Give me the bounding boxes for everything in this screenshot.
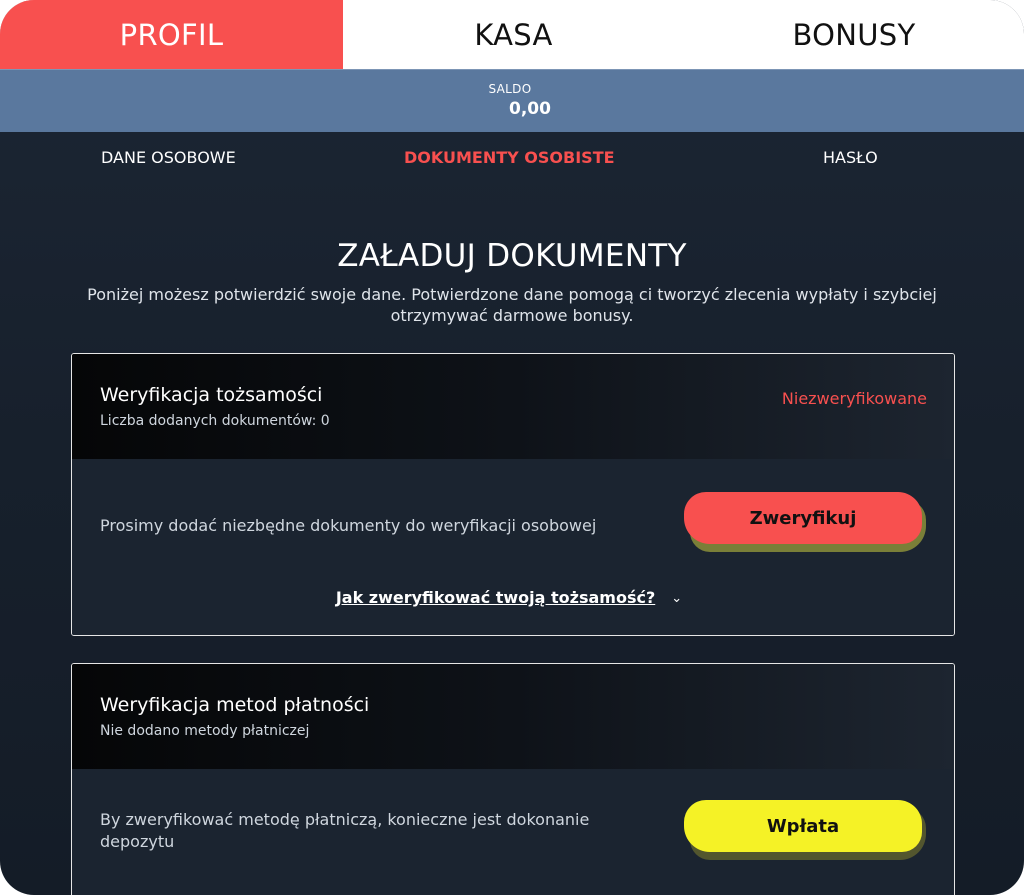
card-text: Prosimy dodać niezbędne dokumenty do weryfikacji osobowej <box>100 516 597 535</box>
tab-profil[interactable]: PROFIL <box>0 0 343 69</box>
subtab-personal-data[interactable]: DANE OSOBOWE <box>101 148 236 167</box>
subtab-password[interactable]: HASŁO <box>823 148 878 167</box>
payment-verification-card <box>71 663 955 895</box>
card-title: Weryfikacja tożsamości <box>100 384 323 406</box>
tab-kasa[interactable]: KASA <box>474 17 553 52</box>
chevron-down-icon[interactable]: ⌄ <box>671 591 683 606</box>
status-badge: Niezweryfikowane <box>781 389 927 408</box>
page-title: ZAŁADUJ DOKUMENTY <box>337 238 687 274</box>
top-tabs <box>0 0 1024 69</box>
tab-bonusy[interactable]: BONUSY <box>792 17 916 52</box>
verify-help-link[interactable] <box>72 588 954 607</box>
identity-verification-card <box>71 353 955 636</box>
card-title: Weryfikacja metod płatności <box>100 694 370 716</box>
verify-button[interactable] <box>684 492 924 544</box>
payment-method-status: Nie dodano metody płatniczej <box>100 723 310 739</box>
documents-count: Liczba dodanych dokumentów: 0 <box>100 413 330 429</box>
card-header <box>72 354 954 459</box>
sub-tabs <box>0 148 1024 172</box>
balance-label: SALDO <box>488 82 532 96</box>
help-link-text[interactable]: Jak zweryfikować twoją tożsamość? <box>335 588 656 607</box>
balance-bar <box>0 69 1024 132</box>
card-header <box>72 664 954 769</box>
card-body <box>72 769 954 895</box>
deposit-button-label[interactable]: Wpłata <box>684 800 922 852</box>
card-body <box>72 459 954 635</box>
balance-value: 0,00 <box>509 99 551 119</box>
verify-button-label[interactable]: Zweryfikuj <box>684 492 922 544</box>
card-text: By zweryfikować metodę płatniczą, konieczne jest dokonanie depozytu <box>100 810 590 851</box>
page-description: Poniżej możesz potwierdzić swoje dane. Potwierdzone dane pomogą ci tworzyć zlecenia wypłaty i szybciej otrzymywać darmowe bonusy. <box>87 285 937 325</box>
deposit-button[interactable] <box>684 800 924 852</box>
subtab-personal-documents[interactable]: DOKUMENTY OSOBISTE <box>404 148 615 167</box>
